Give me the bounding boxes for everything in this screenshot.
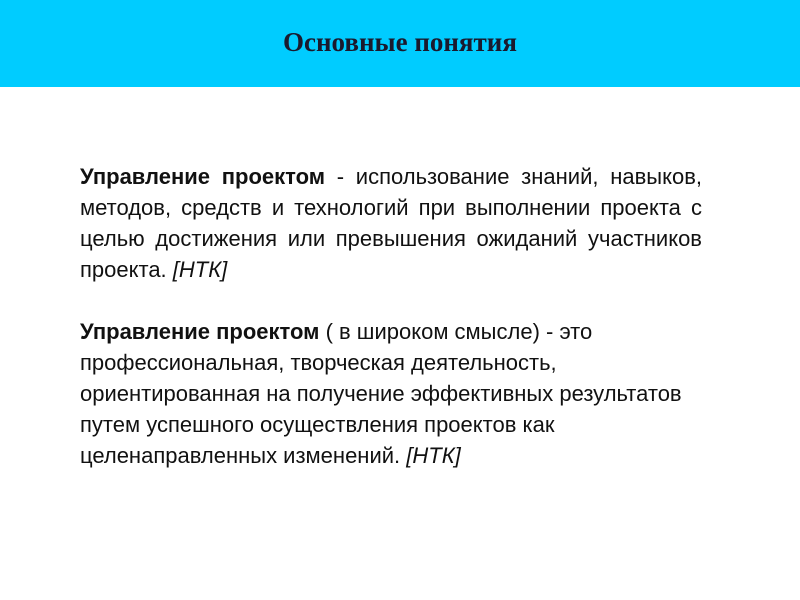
definition-text: - использование знаний, навыков, методов, средств и технологий при выполнении проекта с целью достижения или превышения ожиданий участников проекта. [80, 164, 702, 282]
slide-title: Основные понятия [283, 27, 517, 57]
definition-term: Управление проектом [80, 319, 320, 344]
definition-term: Управление проектом [80, 164, 326, 189]
definition-text: ( в широком смысле) - это профессиональная, творческая деятельность, ориентированная на получение эффективных результатов путем успешного осуществления проектов как целенаправленных изменений. [80, 319, 682, 468]
definition-citation: [НТК] [172, 257, 228, 282]
definition-citation: [НТК] [406, 443, 461, 468]
definition-paragraph [80, 161, 702, 285]
slide-content [80, 161, 720, 471]
definition-paragraph [80, 316, 720, 471]
